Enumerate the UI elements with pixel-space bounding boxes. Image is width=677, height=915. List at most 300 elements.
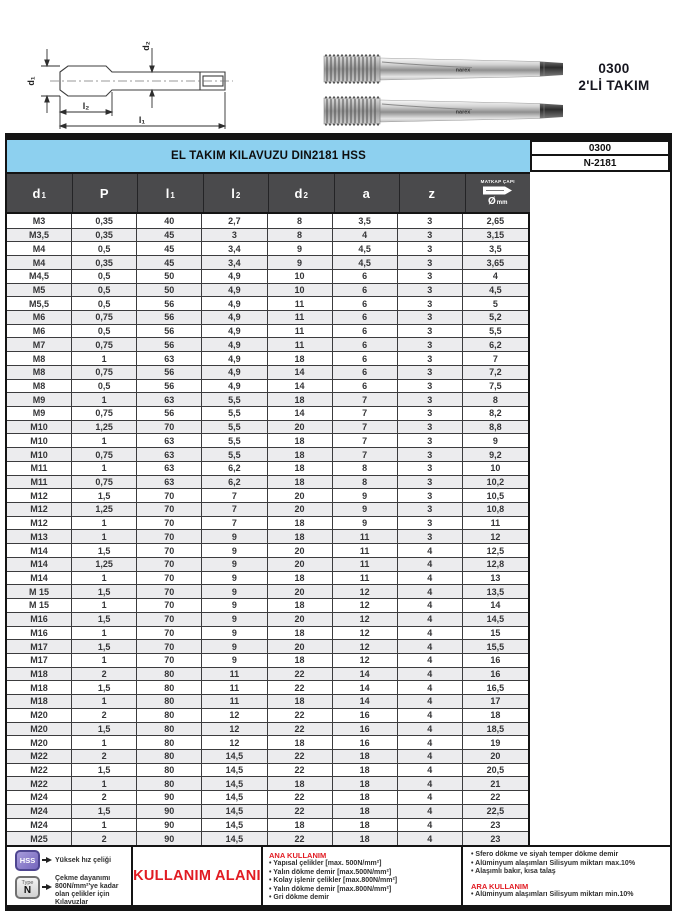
table-cell: 14,5	[202, 804, 267, 818]
table-cell: M20	[7, 735, 72, 749]
data-grid	[7, 214, 530, 845]
table-cell: 8	[268, 228, 333, 242]
table-cell: 4	[398, 804, 463, 818]
table-cell: 70	[137, 529, 202, 543]
table-cell: 3,15	[463, 228, 528, 242]
table-cell: 20	[268, 584, 333, 598]
table-cell: 9	[202, 639, 267, 653]
table-cell: M4	[7, 255, 72, 269]
table-cell: 4	[398, 831, 463, 845]
type-n-description: Çekme dayanımı 800N/mm²'ye kadar olan çelikler için Kılavuzlar	[55, 875, 119, 906]
table-cell: 18	[268, 392, 333, 406]
table-cell: 80	[137, 776, 202, 790]
table-cell: 14	[333, 694, 398, 708]
table-cell: 8	[333, 461, 398, 475]
table-cell: 3	[398, 296, 463, 310]
table-cell: 9	[202, 557, 267, 571]
table-cell: 80	[137, 667, 202, 681]
table-cell: 9	[202, 543, 267, 557]
table-cell: 7	[202, 516, 267, 530]
table-cell: 3	[398, 310, 463, 324]
table-cell: 0,35	[72, 228, 137, 242]
table-cell: 1	[72, 351, 137, 365]
table-cell: 12	[202, 708, 267, 722]
table-cell: 14	[268, 365, 333, 379]
ara-usage-list	[471, 891, 662, 900]
table-cell: M9	[7, 392, 72, 406]
table-cell: 5,2	[463, 310, 528, 324]
table-cell: 3	[398, 269, 463, 283]
table-cell: 1,25	[72, 502, 137, 516]
table-cell: 3	[398, 255, 463, 269]
bullet-item: • Alüminyum alaşımları Silisyum miktarı max.10%	[471, 859, 636, 867]
table-cell: 4	[398, 571, 463, 585]
table-cell: 11	[333, 557, 398, 571]
table-cell: 3	[398, 365, 463, 379]
secondary-usage-cell	[463, 847, 670, 905]
table-cell: 63	[137, 433, 202, 447]
table-cell: 0,75	[72, 447, 137, 461]
table-cell: 1	[72, 392, 137, 406]
content-frame	[5, 133, 672, 911]
table-cell: 6,2	[202, 475, 267, 489]
table-cell: 12	[333, 626, 398, 640]
product-photo-set	[322, 50, 567, 132]
table-cell: 12,8	[463, 557, 528, 571]
table-cell: M17	[7, 653, 72, 667]
table-cell: 90	[137, 818, 202, 832]
table-cell: 5,5	[202, 447, 267, 461]
table-cell: 4	[398, 626, 463, 640]
table-cell: 1	[72, 571, 137, 585]
table-cell: 18	[268, 571, 333, 585]
bullet-item: • Alüminyum alaşımları Silisyum miktarı min.10%	[471, 890, 634, 898]
table-cell: 12	[463, 529, 528, 543]
table-cell: 63	[137, 461, 202, 475]
table-cell: 6	[333, 365, 398, 379]
table-cell: 18	[268, 653, 333, 667]
table-cell: M25	[7, 831, 72, 845]
table-cell: 56	[137, 337, 202, 351]
table-cell: 4,5	[333, 255, 398, 269]
table-cell: 4,5	[333, 241, 398, 255]
table-cell: 0,5	[72, 296, 137, 310]
table-cell: 14,5	[463, 612, 528, 626]
brand-mark: narex	[455, 67, 471, 74]
table-cell: M 15	[7, 584, 72, 598]
table-cell: 4,9	[202, 337, 267, 351]
table-cell: M6	[7, 310, 72, 324]
table-cell: 12	[333, 584, 398, 598]
table-cell: 18	[463, 708, 528, 722]
table-cell: 3	[398, 241, 463, 255]
product-code: 0300	[598, 61, 630, 76]
table-cell: 1	[72, 529, 137, 543]
table-cell: 0,5	[72, 283, 137, 297]
table-cell: 14,5	[202, 790, 267, 804]
table-cell: 6,2	[463, 337, 528, 351]
table-cell: M12	[7, 516, 72, 530]
table-cell: 1	[72, 626, 137, 640]
table-cell: 4	[398, 543, 463, 557]
table-cell: 1,5	[72, 763, 137, 777]
table-cell: M3	[7, 214, 72, 228]
bullet-item: • Gri dökme demir	[269, 894, 330, 902]
table-cell: 12	[202, 722, 267, 736]
diameter-symbol: Ø	[488, 196, 496, 207]
table-cell: 4	[398, 598, 463, 612]
table-cell: 11	[333, 571, 398, 585]
table-cell: 3	[398, 461, 463, 475]
table-cell: 70	[137, 516, 202, 530]
table-cell: 8	[463, 392, 528, 406]
table-cell: 1,5	[72, 612, 137, 626]
table-cell: 22	[463, 790, 528, 804]
table-cell: M12	[7, 502, 72, 516]
table-cell: M17	[7, 639, 72, 653]
arrow-icon	[42, 857, 52, 863]
table-cell: 9	[202, 653, 267, 667]
table-cell: 0,75	[72, 337, 137, 351]
type-n-badge: Type N	[15, 876, 40, 899]
table-cell: 11	[202, 694, 267, 708]
table-cell: 10,8	[463, 502, 528, 516]
table-cell: 11	[268, 296, 333, 310]
table-cell: 2	[72, 667, 137, 681]
table-cell: 56	[137, 365, 202, 379]
table-cell: 16	[333, 722, 398, 736]
table-cell: 56	[137, 379, 202, 393]
table-cell: 9	[202, 584, 267, 598]
table-cell: M14	[7, 571, 72, 585]
table-cell: 11	[268, 324, 333, 338]
col-header-z: z	[400, 174, 466, 212]
table-cell: 18	[268, 776, 333, 790]
product-code-block	[558, 60, 670, 94]
table-cell: 5	[463, 296, 528, 310]
table-cell: 3	[202, 228, 267, 242]
table-cell: 18	[268, 694, 333, 708]
table-cell: 18	[268, 626, 333, 640]
table-cell: 1	[72, 433, 137, 447]
table-cell: 1,5	[72, 584, 137, 598]
bullet-item: • Alaşımlı bakır, kısa talaş	[471, 868, 556, 876]
table-cell: 3	[398, 475, 463, 489]
table-cell: 70	[137, 626, 202, 640]
table-cell: 6	[333, 379, 398, 393]
table-cell: 16	[333, 735, 398, 749]
col-header-d1: d 1	[7, 174, 73, 212]
table-cell: 90	[137, 790, 202, 804]
table-cell: 20,5	[463, 763, 528, 777]
table-cell: 22,5	[463, 804, 528, 818]
table-cell: 9	[202, 529, 267, 543]
table-cell: 0,75	[72, 365, 137, 379]
table-cell: 10	[268, 283, 333, 297]
table-cell: 56	[137, 324, 202, 338]
table-cell: M24	[7, 790, 72, 804]
table-cell: 22	[268, 790, 333, 804]
table-cell: 4,9	[202, 365, 267, 379]
table-cell: 70	[137, 598, 202, 612]
table-cell: 9	[463, 433, 528, 447]
col-header-a: a	[335, 174, 401, 212]
main-usage-title: ANA KULLANIM	[269, 851, 327, 860]
table-cell: 20	[268, 639, 333, 653]
table-cell: 70	[137, 653, 202, 667]
table-cell: 1,5	[72, 722, 137, 736]
table-cell: 4,9	[202, 379, 267, 393]
table-cell: 20	[463, 749, 528, 763]
table-cell: 18	[268, 529, 333, 543]
norm-box: N-2181	[530, 156, 670, 172]
table-cell: 18,5	[463, 722, 528, 736]
table-cell: 5,5	[202, 420, 267, 434]
table-cell: 18	[333, 818, 398, 832]
table-cell: 12,5	[463, 543, 528, 557]
table-cell: M20	[7, 708, 72, 722]
table-cell: 4	[398, 749, 463, 763]
table-cell: 70	[137, 571, 202, 585]
table-cell: 7	[333, 420, 398, 434]
table-cell: 3	[398, 406, 463, 420]
table-cell: 21	[463, 776, 528, 790]
table-cell: 22	[268, 763, 333, 777]
bullet-item: • Sfero dökme ve siyah temper dökme demir	[471, 851, 619, 858]
table-cell: 4	[398, 735, 463, 749]
table-cell: 1,5	[72, 543, 137, 557]
col-header-l2: l 2	[204, 174, 270, 212]
table-cell: 3	[398, 214, 463, 228]
table-cell: 9	[202, 626, 267, 640]
table-cell: 14	[333, 667, 398, 681]
table-cell: 3,5	[463, 241, 528, 255]
table-cell: 80	[137, 763, 202, 777]
table-cell: 0,75	[72, 310, 137, 324]
table-cell: 18	[268, 735, 333, 749]
table-cell: 9	[333, 516, 398, 530]
table-cell: 20	[268, 543, 333, 557]
table-cell: 5,5	[463, 324, 528, 338]
table-cell: 1,5	[72, 680, 137, 694]
table-cell: 20	[268, 420, 333, 434]
table-cell: 13	[463, 571, 528, 585]
table-cell: 5,5	[202, 392, 267, 406]
table-cell: 10	[268, 269, 333, 283]
table-cell: M6	[7, 324, 72, 338]
table-cell: 18	[268, 447, 333, 461]
col-header-d2: d 2	[269, 174, 335, 212]
table-cell: M8	[7, 351, 72, 365]
table-cell: M24	[7, 818, 72, 832]
table-cell: 11	[202, 667, 267, 681]
table-cell: M20	[7, 722, 72, 736]
table-cell: 56	[137, 296, 202, 310]
table-cell: 2,7	[202, 214, 267, 228]
table-cell: 15,5	[463, 639, 528, 653]
table-cell: 4,9	[202, 296, 267, 310]
table-cell: 9	[333, 502, 398, 516]
table-cell: 6	[333, 324, 398, 338]
table-cell: 7	[463, 351, 528, 365]
table-cell: 22	[268, 680, 333, 694]
table-cell: 4	[398, 584, 463, 598]
main-usage-cell	[263, 847, 463, 905]
table-cell: 3	[398, 502, 463, 516]
table-cell: 10,2	[463, 475, 528, 489]
table-cell: 20	[268, 612, 333, 626]
table-cell: 4	[398, 557, 463, 571]
table-cell: M16	[7, 626, 72, 640]
table-cell: 22	[268, 708, 333, 722]
table-cell: M18	[7, 694, 72, 708]
footer	[7, 845, 670, 905]
table-cell: 7	[333, 447, 398, 461]
table-cell: 16	[463, 667, 528, 681]
hss-badge: HSS	[15, 850, 40, 871]
table-cell: 9	[202, 571, 267, 585]
drill-diameter-label: MATKAP ÇAPI	[480, 179, 515, 184]
table-cell: 3,5	[333, 214, 398, 228]
code-box: 0300	[530, 140, 670, 156]
usage-area-cell	[133, 847, 263, 905]
table-cell: 63	[137, 351, 202, 365]
product-set-label: 2'Lİ TAKIM	[578, 78, 650, 93]
table-cell: 4,9	[202, 310, 267, 324]
table-cell: 15	[463, 626, 528, 640]
table-cell: 0,75	[72, 406, 137, 420]
table-cell: M3,5	[7, 228, 72, 242]
table-cell: M10	[7, 433, 72, 447]
table-cell: 56	[137, 310, 202, 324]
table-cell: 70	[137, 557, 202, 571]
table-cell: 2	[72, 790, 137, 804]
tap-photo	[324, 56, 563, 83]
table-cell: 63	[137, 392, 202, 406]
table-cell: 1,5	[72, 639, 137, 653]
table-cell: 3,4	[202, 241, 267, 255]
table-cell: 80	[137, 749, 202, 763]
table-cell: 16,5	[463, 680, 528, 694]
table-cell: 4	[398, 639, 463, 653]
table-cell: 3,65	[463, 255, 528, 269]
table-cell: 3	[398, 392, 463, 406]
table-cell: 90	[137, 831, 202, 845]
dim-label-d1: d₁	[26, 76, 36, 86]
table-cell: 5,5	[202, 433, 267, 447]
table-cell: 4	[398, 694, 463, 708]
table-cell: 9	[333, 488, 398, 502]
table-cell: 70	[137, 543, 202, 557]
table-cell: 1,5	[72, 488, 137, 502]
arrow-icon	[42, 884, 52, 890]
table-cell: 20	[268, 502, 333, 516]
table-cell: 1	[72, 694, 137, 708]
table-cell: M5,5	[7, 296, 72, 310]
table-cell: 8	[268, 214, 333, 228]
table-cell: 9	[202, 598, 267, 612]
table-cell: 3	[398, 529, 463, 543]
table-cell: 45	[137, 255, 202, 269]
table-cell: 80	[137, 694, 202, 708]
code-boxes	[530, 140, 670, 172]
table-cell: 1,5	[72, 804, 137, 818]
table-cell: 18	[333, 776, 398, 790]
table-cell: 80	[137, 680, 202, 694]
table-cell: 6,2	[202, 461, 267, 475]
table-cell: 18	[268, 598, 333, 612]
table-cell: 80	[137, 708, 202, 722]
table-cell: 18	[268, 475, 333, 489]
table-cell: 12	[333, 612, 398, 626]
table-cell: 3	[398, 488, 463, 502]
table-cell: 14	[268, 406, 333, 420]
table-cell: 1,25	[72, 557, 137, 571]
table-cell: 70	[137, 502, 202, 516]
table-cell: 0,5	[72, 324, 137, 338]
col-header-p: P	[73, 174, 139, 212]
table-cell: 63	[137, 475, 202, 489]
diameter-unit: mm	[496, 200, 508, 206]
table-cell: 4	[398, 790, 463, 804]
table-cell: 18	[268, 433, 333, 447]
table-cell: 7,2	[463, 365, 528, 379]
table-cell: 6	[333, 337, 398, 351]
table-cell: 0,35	[72, 214, 137, 228]
table-cell: 70	[137, 639, 202, 653]
type-n-legend-row	[15, 874, 129, 907]
table-cell: 18	[268, 351, 333, 365]
table-cell: 4,9	[202, 269, 267, 283]
table-cell: 3	[398, 420, 463, 434]
table-cell: 13,5	[463, 584, 528, 598]
table-cell: 14	[463, 598, 528, 612]
table-cell: 1	[72, 735, 137, 749]
table-cell: M22	[7, 763, 72, 777]
table-cell: 20	[268, 488, 333, 502]
table-cell: 4	[398, 667, 463, 681]
table-cell: 7	[202, 488, 267, 502]
table-cell: 23	[463, 831, 528, 845]
dim-label-l1: l₁	[138, 115, 146, 125]
table-cell: 4	[398, 776, 463, 790]
table-cell: 18	[268, 461, 333, 475]
table-cell: 4	[398, 818, 463, 832]
table-cell: M14	[7, 557, 72, 571]
table-cell: 90	[137, 804, 202, 818]
table-cell: 80	[137, 722, 202, 736]
col-header-l1: l 1	[138, 174, 204, 212]
table-cell: 12	[333, 639, 398, 653]
table-cell: 80	[137, 735, 202, 749]
table-cell: 0,5	[72, 379, 137, 393]
table-cell: 4,9	[202, 324, 267, 338]
table-cell: 3,4	[202, 255, 267, 269]
table-cell: 18	[268, 818, 333, 832]
table-cell: 14	[333, 680, 398, 694]
footer-legend	[7, 847, 133, 905]
table-cell: 3	[398, 337, 463, 351]
table-cell: 3	[398, 228, 463, 242]
table-title-band	[7, 140, 530, 172]
technical-drawing	[20, 36, 255, 136]
table-cell: 18	[268, 516, 333, 530]
table-cell: 11	[202, 680, 267, 694]
table-cell: 4,9	[202, 283, 267, 297]
table-cell: M10	[7, 447, 72, 461]
bullet-item: • Kolay işlenir çelikler [max.800N/mm²]	[269, 877, 398, 885]
table-title: EL TAKIM KILAVUZU DIN2181 HSS	[171, 150, 366, 162]
